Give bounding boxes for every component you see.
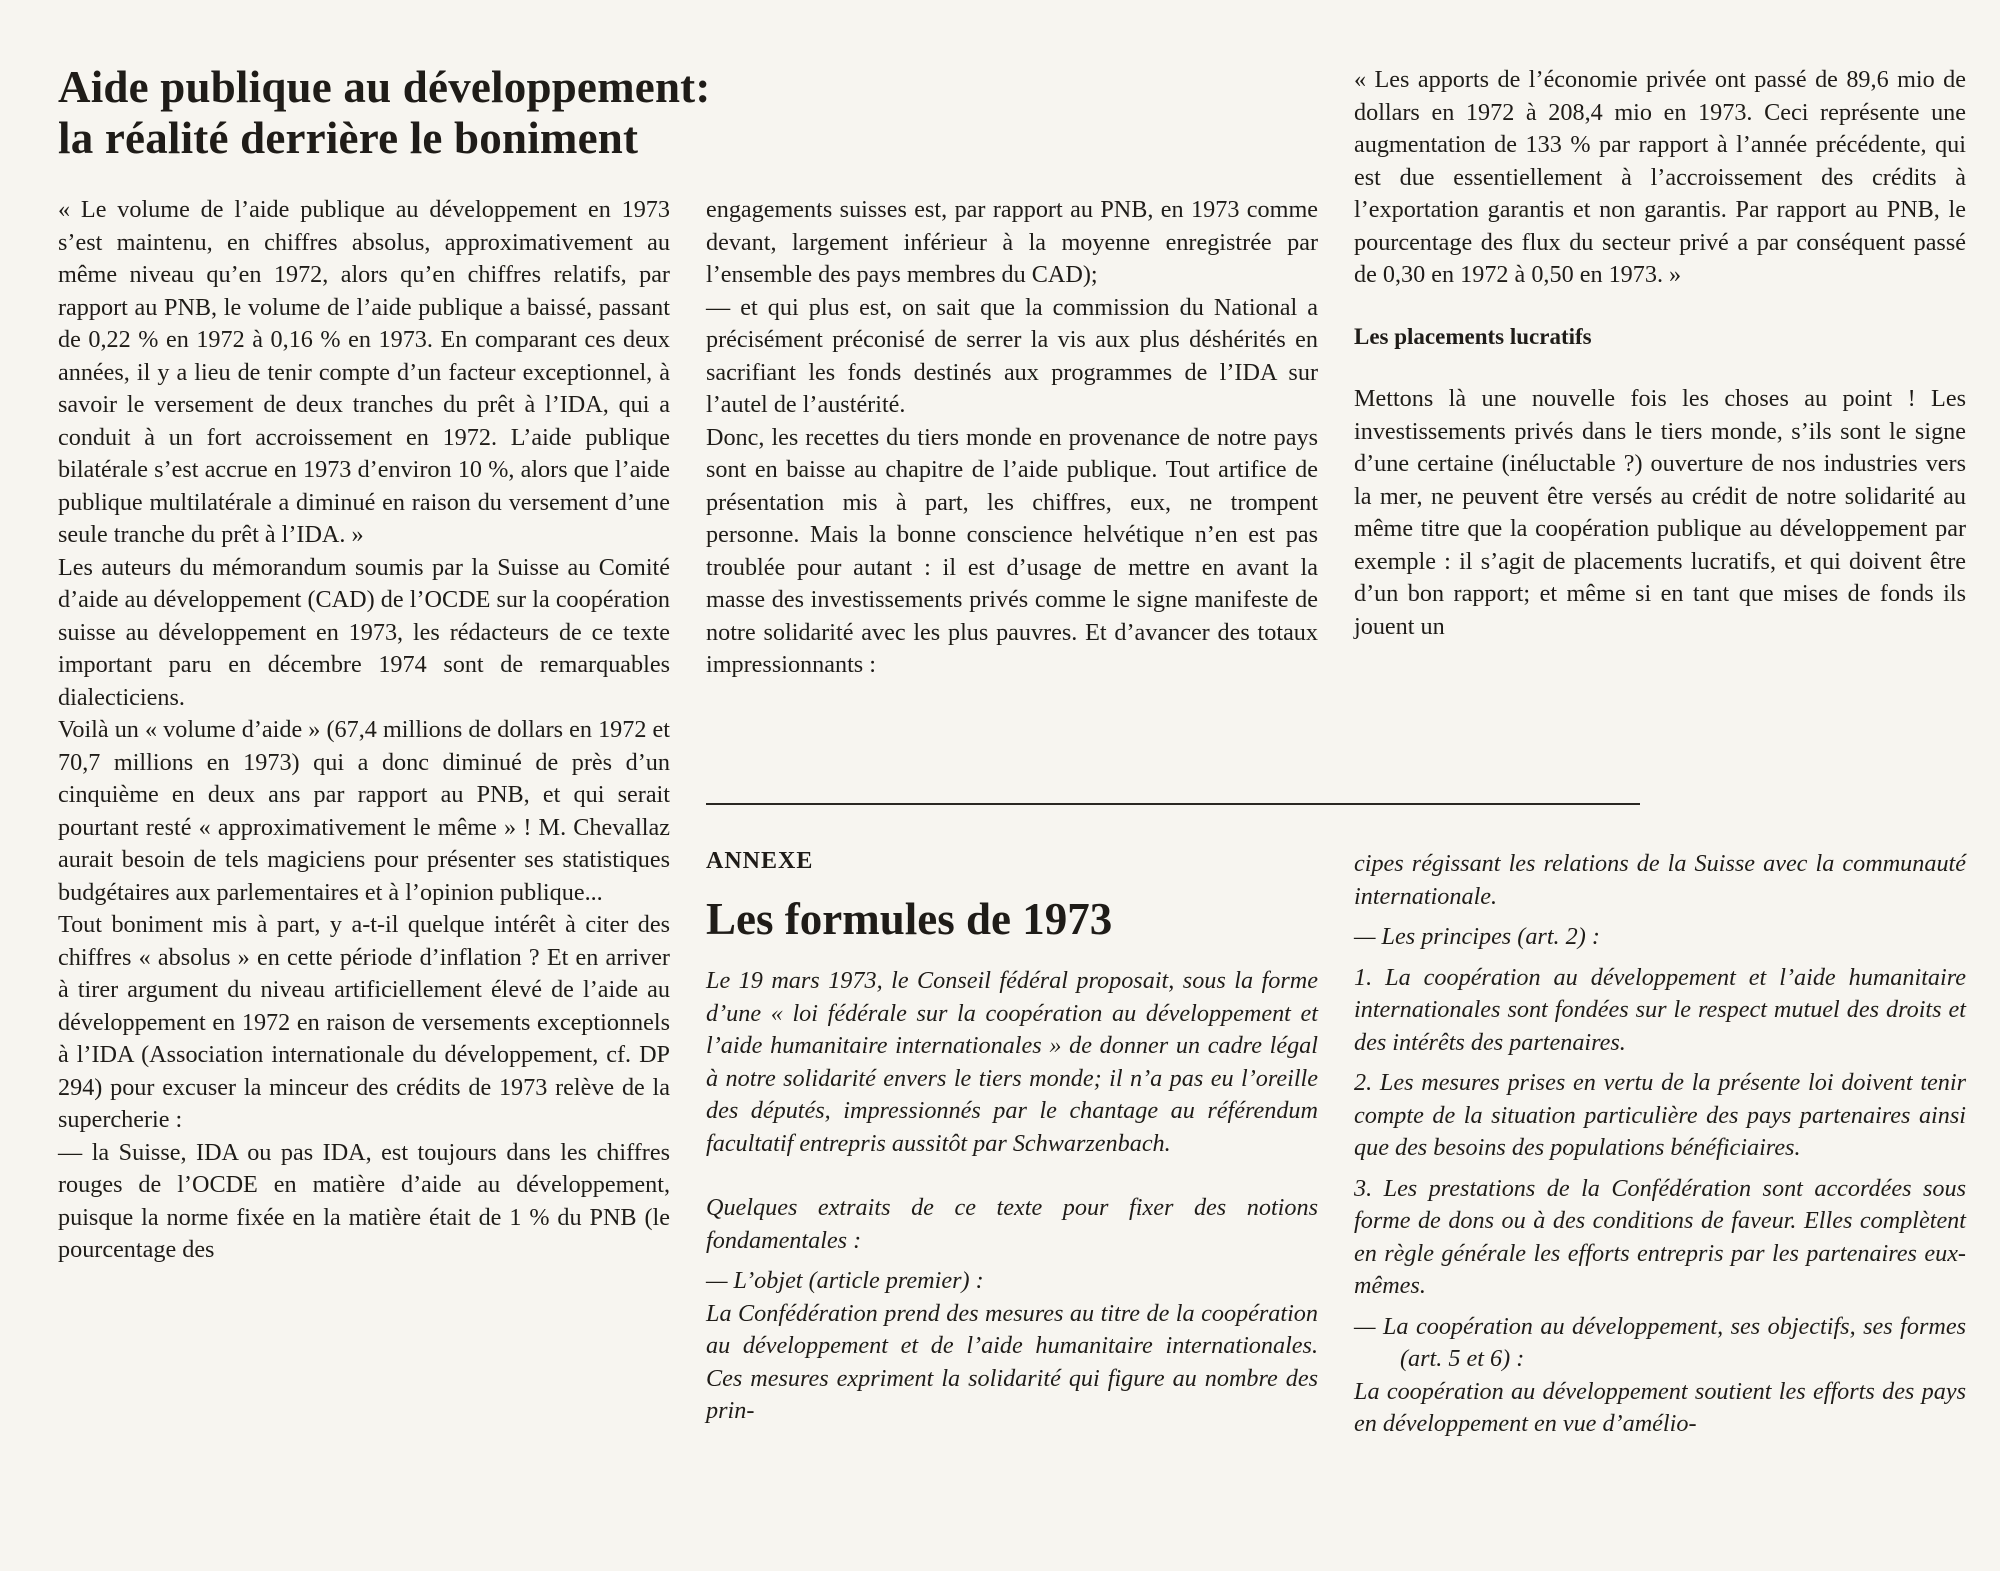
paragraph: engagements suisses est, par rapport au PNB, en 1973 comme devant, largement inférieur à la moyenne enregistrée par l’ensemble des pays membres du CAD); [706,196,1318,288]
paragraph: La coopération au développement soutient les efforts des pays en développement en vue d’amélio- [1354,1377,1966,1437]
paragraph: « Le volume de l’aide publique au développement en 1973 s’est maintenu, en chiffres absolus, approximativement au même niveau qu’en 1972, alors qu’en chiffres relatifs, par rapport au PNB, le volume de l’aide publique a baissé, passant de 0,22 % en 1972 à 0,16 % en 1973. En comparant ces deux années, il y a lieu de tenir compte d’un facteur exceptionnel, à savoir le versement de deux tranches du prêt à l’IDA, qui a conduit à un fort accroissement en 1972. L’aide publique bilatérale s’est accrue en 1973 d’environ 10 %, alors que l’aide publique multilatérale a diminué en raison du versement d’une seule tranche du prêt à l’IDA. » [58,196,670,548]
numbered-clause: 2. Les mesures prises en vertu de la présente loi doivent tenir compte de la situation particulière des pays partenaires ainsi que des besoins des populations bénéficiaires. [1354,1069,1966,1161]
spacer [706,1160,1318,1192]
paragraph: — et qui plus est, on sait que la commission du National a précisément préconisé de serrer la vis aux plus déshérités en sacrifiant les fonds destinés aux programmes de l’IDA sur l’autel de l’austérité. [706,293,1318,418]
numbered-clause: 3. Les prestations de la Confédération sont accordées sous forme de dons ou à des conditions de faveur. Elles complètent en règle générale les efforts entrepris par les partenaires eux-mêmes. [1354,1174,1966,1299]
paragraph: La Confédération prend des mesures au titre de la coopération au développement et de l’aide humanitaire internationales. Ces mesures expriment la solidarité qui figure au nombre des prin- [706,1299,1318,1424]
paragraph: Le 19 mars 1973, le Conseil fédéral proposait, sous la forme d’une « loi fédérale sur la coopération au développement et l’aide humanitaire internationales » de donner un cadre légal à notre solidarité envers le tiers monde; il n’a pas eu l’oreille des députés, impressionnés par le chantage au référendum facultatif entrepris aussitôt par Schwarzenbach. [706,967,1318,1157]
section-divider [706,803,1640,805]
section-subheading: Les placements lucratifs [1354,323,1592,349]
article-column-2 [706,194,1318,682]
paragraph: Donc, les recettes du tiers monde en provenance de notre pays sont en baisse au chapitre de l’aide publique. Tout artifice de présentation mis à part, les chiffres, eux, ne trompent personne. Mais la bonne conscience helvétique n’en est pas troublée pour autant : il est d’usage de mettre en avant la masse des investissements privés comme le signe manifeste de notre solidarité avec les plus pauvres. Et d’avancer des totaux impressionnants : [706,423,1318,678]
spacer [1354,1059,1966,1067]
paragraph: — la Suisse, IDA ou pas IDA, est toujours dans les chiffres rouges de l’OCDE en matière d’aide au développement, puisque la norme fixée en la matière était de 1 % du PNB (le pourcentage des [58,1138,670,1263]
paragraph: cipes régissant les relations de la Suisse avec la communauté internationale. [1354,850,1966,910]
clause-heading: — La coopération au développement, ses objectifs, ses formes (art. 5 et 6) : [1354,1312,1966,1372]
headline-line-1: Aide publique au développement: [58,62,711,112]
article-column-3 [1354,64,1966,643]
spacer [1354,1165,1966,1173]
paragraph: Tout boniment mis à part, y a-t-il quelque intérêt à citer des chiffres « absolus » en cette période d’inflation ? Et en arriver à tirer argument du niveau artificiellement élevé de l’aide au développement en 1972 en raison de versements exceptionnels à l’IDA (Association internationale du développement, cf. DP 294) pour excuser la minceur des crédits de 1973 relève de la supercherie : [58,911,670,1133]
paragraph: Quelques extraits de ce texte pour fixer des notions fondamentales : [706,1194,1318,1254]
annexe-column-1 [706,965,1318,1428]
numbered-clause: 1. La coopération au développement et l’aide humanitaire internationales sont fondées sur le respect mutuel des droits et des intérêts des partenaires. [1354,963,1966,1056]
article-column-1 [58,194,670,1267]
spacer [1354,954,1966,962]
spacer [706,1257,1318,1265]
annexe-title: Les formules de 1973 [706,894,1113,944]
spacer [1354,913,1966,921]
clause-heading: — L’objet (article premier) : [706,1267,984,1294]
annexe-column-2 [1354,848,1966,1441]
paragraph: Voilà un « volume d’aide » (67,4 millions de dollars en 1972 et 70,7 millions en 1973) qui a donc diminué de près d’un cinquième en deux ans par rapport au PNB, et qui serait pourtant resté « approximativement le même » ! M. Chevallaz aurait besoin de tels magiciens pour présenter ses statistiques budgétaires aux parlementaires et à l’opinion publique... [58,716,670,906]
paragraph: Mettons là une nouvelle fois les choses au point ! Les investissements privés dans le tiers monde, s’ils sont le signe d’une certaine (inéluctable ?) ouverture de nos industries vers la mer, ne peuvent être versés au crédit de notre solidarité au même titre que la coopération publique au développement par exemple : il s’agit de placements lucratifs, et qui doivent être d’un bon rapport; et même si en tant que mises de fonds ils jouent un [1354,385,1966,640]
article-headline [58,62,958,164]
paragraph: Les auteurs du mémorandum soumis par la Suisse au Comité d’aide au développement (CAD) de l’OCDE sur la coopération suisse au développement en 1973, les rédacteurs de ce texte important paru en décembre 1974 sont de remarquables dialecticiens. [58,553,670,711]
quote-paragraph: « Les apports de l’économie privée ont passé de 89,6 mio de dollars en 1972 à 208,4 mio en 1973. Ceci représente une augmentation de 133 % par rapport à l’année précédente, qui est due essentiellement à l’accroissement des crédits à l’exportation garantis et non garantis. Par rapport au PNB, le pourcentage des flux du secteur privé a par conséquent passé de 0,30 en 1972 à 0,50 en 1973. » [1354,66,1966,288]
annexe-label: ANNEXE [706,848,814,874]
headline-line-2: la réalité derrière le boniment [58,113,639,163]
clause-heading: — Les principes (art. 2) : [1354,923,1600,950]
spacer [1354,1303,1966,1311]
